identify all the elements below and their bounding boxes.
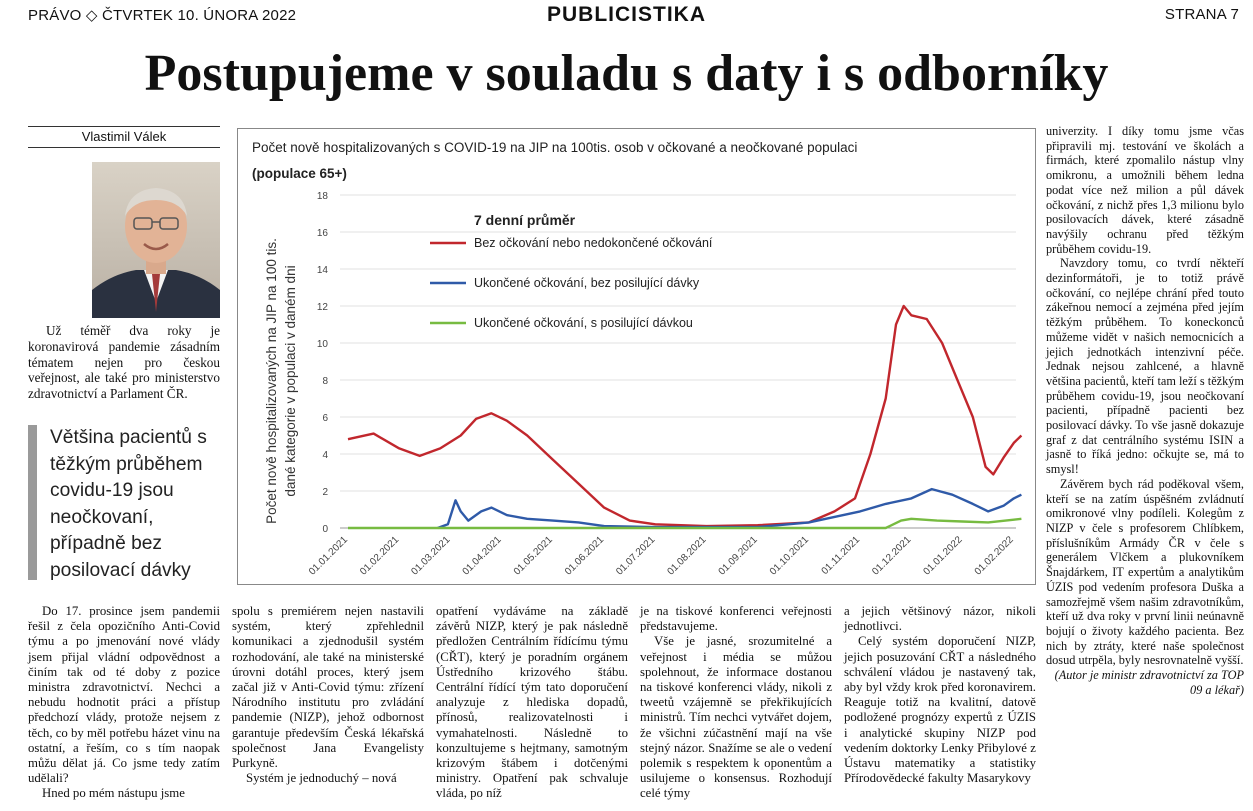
paragraph: a jejich většinový názor, nikoli jednotlivci. (844, 604, 1036, 634)
intro-paragraph: Už téměř dva roky je koronavirová pandemie zásadním tématem nejen pro českou veřejnost, ale také pro ministerstvo zdravotnictví a Parlament ČR. (28, 323, 220, 402)
legend-label: Ukončené očkování, bez posilující dávky (474, 276, 700, 290)
page-number: STRANA 7 (1164, 6, 1239, 23)
x-tick-label: 01.02.2022 (972, 534, 1016, 578)
article-column-4 (640, 604, 832, 802)
paragraph: je na tiskové konferenci veřejnosti představujeme. (640, 604, 832, 634)
y-tick-label: 18 (316, 191, 328, 202)
paragraph: Celý systém doporučení NIZP, jejich posuzování CŘT a následného schválení vládou je nastavený tak, aby byl vždy krok před koronavirem. Reaguje totiž na kvalitní, datově podložené prognózy expertů z ÚZIS i analytické skupiny NIZP pod vedením doktorky Lenky Přibylové z Ústavu matematiky a statistiky Přírodovědecké fakulty Masarykovy (844, 634, 1036, 786)
x-tick-label: 01.04.2021 (460, 534, 504, 578)
hospitalization-chart (237, 128, 1036, 585)
chart-title: Počet nově hospitalizovaných s COVID-19 na JIP na 100tis. osob v očkované a neočkované populaci (252, 140, 858, 155)
article-column-2 (232, 604, 424, 786)
author-rule-top (28, 126, 220, 127)
article-column-3 (436, 604, 628, 802)
x-tick-label: 01.06.2021 (563, 534, 607, 578)
headline: Postupujeme v souladu s daty i s odborníky (144, 45, 1109, 102)
legend-label: Bez očkování nebo nedokončené očkování (474, 236, 713, 250)
y-tick-label: 4 (322, 450, 328, 461)
chart-ylabel-2: dané kategorie v populaci v daném dni (283, 265, 298, 497)
y-tick-label: 8 (322, 376, 328, 387)
paragraph: Hned po mém nástupu jsme (42, 786, 185, 801)
x-tick-label: 01.03.2021 (409, 534, 453, 578)
y-tick-label: 10 (316, 339, 328, 350)
series-line-2 (438, 489, 1022, 528)
chart-svg (238, 129, 1035, 584)
paragraph: Do 17. prosince jsem pandemii řešil z čela opozičního Anti-Covid týmu a po jmenování nové vlády jsem přijal vládní odpovědnost a činím tak od té doby z pozice ministra zdravotnictví. Nechci a nebudu hodnotit práci a přístup předchozí vlády, protože nejsem z těch, co by měl potřebu házet vinu na ostatní, a řeším, co s tím naopak můžu dělat já. Co jsme tedy zatím udělali? (28, 604, 220, 786)
x-tick-label: 01.05.2021 (511, 534, 555, 578)
pull-quote (28, 425, 220, 580)
paragraph: spolu s premiérem nejen nastavili systém, který zpřehlednil komunikaci a zjednodušil systém rozhodování, ale také na ministerské úrovni dotáhl proces, který jsem začal již v Anti-Covid týmu: zřízení Národního institutu pro zvládání pandemie (NIZP), jehož odbornost garantuje především Česká lékařská společnost Jana Evangelisty Purkyně. (232, 604, 424, 771)
y-tick-label: 14 (316, 265, 328, 276)
issue-date: PRÁVO ◇ ČTVRTEK 10. ÚNORA 2022 (28, 7, 297, 24)
author-photo (92, 162, 220, 318)
x-tick-label: 01.09.2021 (716, 534, 760, 578)
x-tick-label: 01.02.2021 (358, 534, 402, 578)
author-name: Vlastimil Válek (28, 129, 220, 148)
paragraph: Systém je jednoduchý – nová (246, 771, 397, 786)
y-tick-label: 0 (322, 524, 328, 535)
article-column-6 (1046, 124, 1244, 697)
x-tick-label: 01.07.2021 (614, 534, 658, 578)
pull-quote-text: Většina pacientů s těžkým průběhem covidu-19 jsou neočkovaní, případně bez posilovací dávky (50, 427, 207, 581)
x-tick-label: 01.12.2021 (870, 534, 914, 578)
paragraph: Vše je jasné, srozumitelné a veřejnost i média se můžou spolehnout, že informace dostanou na tiskové konferenci vlády, nikoli z tweetů vzájemně se překřikujících ministrů. Tím nechci vytvářet dojem, že všichni zúčastnění mají na vše stejný názor. Snažíme se ale o vedení polemik s respektem k oponentům a usilujeme o konsensus. Rozhodují celé týmy (640, 634, 832, 801)
legend-title: 7 denní průměr (474, 212, 576, 228)
article-column-1 (28, 604, 220, 802)
paragraph: univerzity. I díky tomu jsme včas připravili mj. testování ve školách a firmách, které zpomalilo nástup vlny omikronu, a umožnili během ledna podat více než milion a půl dávek očkování, z nichž přes 1,3 milionu bylo posilovacích dávek, které zásadně navýšily ochranu před těžkým průběhem covidu-19. (1046, 124, 1244, 256)
article-column-5 (844, 604, 1036, 786)
x-tick-label: 01.11.2021 (819, 534, 863, 577)
chart-subtitle: (populace 65+) (252, 166, 347, 181)
x-tick-label: 01.01.2022 (921, 534, 965, 578)
y-tick-label: 16 (316, 228, 328, 239)
x-tick-label: 01.08.2021 (665, 534, 709, 578)
y-tick-label: 2 (322, 487, 328, 498)
chart-ylabel-1: Počet nově hospitalizovaných na JIP na 100 tis. (264, 238, 279, 524)
paragraph: Navzdory tomu, co tvrdí někteří dezinformátoři, je to totiž právě očkování, co nejlépe chrání před touto zákeřnou nemocí a zejména před jejím těžkým průběhem. To koneckonců můžeme vidět v našich nemocnicích a jejich jednotkách intenzivní péče. Jednak nejsou zahlcené, a hlavně většina pacientů, kteří tam leží s těžkým průběhem covidu-19, jsou neočkovaní pacienti, případně pacienti bez posilovací dávky. To vše jasně dokazuje graf z dat centrálního systému ISIN a jasně to říká jedno: očkujte se, má to smysl! (1046, 256, 1244, 477)
y-tick-label: 12 (316, 302, 328, 313)
x-tick-label: 01.10.2021 (767, 534, 812, 578)
x-tick-label: 01.01.2021 (306, 534, 351, 578)
y-tick-label: 6 (322, 413, 328, 424)
pull-quote-bar (28, 425, 37, 580)
paragraph: opatření vydáváme na základě závěrů NIZP, který je pak následně předložen Centrálním řídícímu týmu (CŘT), který je poradním orgánem Ústředního krizového štábu. Centrální řídící tým tato doporučení analyzuje z hlediska dopadů, přínosů, realizovatelnosti i vymahatelnosti. Následně to konzultujeme s hejtmany, samotným krizovým štábem i dotčenými ministry. Opatření pak schvaluje vláda, po níž (436, 604, 628, 801)
section-title: PUBLICISTIKA (547, 3, 706, 26)
legend-label: Ukončené očkování, s posilující dávkou (474, 316, 693, 330)
paragraph: Závěrem bych rád poděkoval všem, kteří se na zatím úspěšném zvládnutí omikronové vlny podíleli. Kolegům z NIZP v čele s profesorem Chlíbkem, příslušníkům Armády ČR v čele s generálem Vlčkem a plukovníkem Šnajdárkem, IT expertům a analytikům ÚZIS pod vedením profesora Duška a samozřejmě všem našim zdravotníkům, kteří už dva roky v první linii neúnavně bojují o životy každého pacienta. Bez nich by ztráty, které naše společnost dosud utrpěla, byly nesrovnatelně vyšší. (1046, 476, 1244, 668)
paragraph: (Autor je ministr zdravotnictví za TOP 09 a lékař) (1054, 668, 1244, 697)
